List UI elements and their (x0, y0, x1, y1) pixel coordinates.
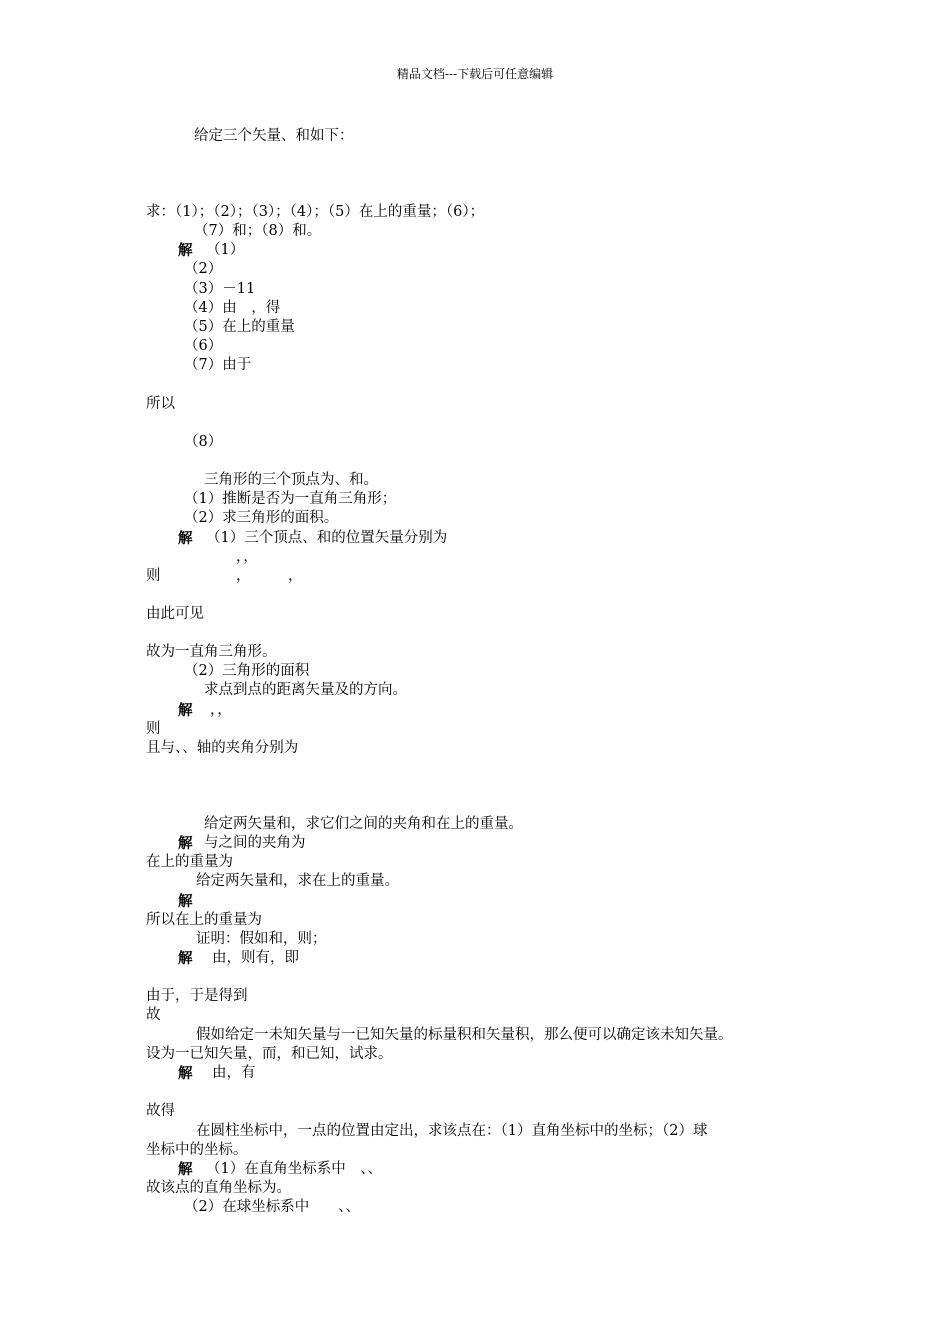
text-line: ，， (210, 702, 232, 718)
text-line: 证明：假如和，则； (196, 931, 327, 947)
text-line: ， (236, 568, 251, 584)
text-line: 坐标中的坐标。 (146, 1142, 248, 1158)
text-line: 三角形的三个顶点为、和。 (204, 472, 378, 488)
solution-label: 解 (178, 242, 193, 259)
text-line: 且与、、轴的夹角分别为 (146, 740, 299, 756)
text-line: （7）和；（8）和。 (194, 223, 322, 239)
text-line: 假如给定一未知矢量与一已知矢量的标量积和矢量积，那么便可以确定该未知矢量。 (196, 1027, 733, 1043)
text-line: 在上的重量为 (146, 854, 233, 870)
text-line: （3）－11 (184, 281, 256, 297)
text-line: 由于，于是得到 (146, 988, 248, 1004)
solution-label: 解 (178, 1065, 193, 1082)
text-line: （1）推断是否为一直角三角形； (184, 491, 397, 507)
text-line: （4）由 ，得 (184, 300, 281, 316)
page-header: 精品文档---下载后可任意编辑 (396, 67, 554, 81)
solution-label: 解 (178, 530, 193, 547)
solution-label: 解 (178, 950, 193, 967)
text-line: 与之间的夹角为 (204, 835, 306, 851)
text-line: 所以在上的重量为 (146, 912, 262, 928)
text-line: 求：（1）；（2）；（3）；（4）；（5）在上的重量；（6）； (146, 204, 485, 220)
solution-label: 解 (178, 835, 193, 852)
text-line: ，， (236, 549, 258, 565)
text-line: 由此可见 (146, 606, 204, 622)
text-line: （1） (206, 242, 245, 258)
text-line: 给定两矢量和，求它们之间的夹角和在上的重量。 (204, 816, 523, 832)
text-line: （2） (184, 261, 223, 277)
text-line: 求点到点的距离矢量及的方向。 (204, 682, 407, 698)
text-line: 故得 (146, 1103, 175, 1119)
text-line: 故该点的直角坐标为。 (146, 1180, 291, 1196)
text-line: ， (288, 568, 303, 584)
text-line: （5）在上的重量 (184, 319, 295, 335)
solution-label: 解 (178, 893, 193, 910)
solution-label: 解 (178, 702, 193, 719)
text-line: 则 (146, 721, 161, 737)
text-line: 给定三个矢量、和如下： (194, 128, 354, 144)
text-line: （1）三个顶点、和的位置矢量分别为 (206, 530, 448, 546)
text-line: 在圆柱坐标中，一点的位置由定出，求该点在：（1）直角坐标中的坐标；（2）球 (196, 1123, 708, 1139)
text-line: （6） (184, 338, 223, 354)
text-line: 则 (146, 568, 161, 584)
text-line: 给定两矢量和，求在上的重量。 (196, 873, 399, 889)
text-line: （8） (184, 434, 223, 450)
solution-label: 解 (178, 1161, 193, 1178)
text-line: 由，有 (212, 1065, 256, 1081)
text-line: 故 (146, 1007, 161, 1023)
text-line: 所以 (146, 396, 175, 412)
text-line: （1）在直角坐标系中 、、 (206, 1161, 382, 1177)
text-line: 设为一已知矢量，而，和已知，试求。 (146, 1046, 393, 1062)
text-line: 故为一直角三角形。 (146, 644, 277, 660)
text-line: （2）在球坐标系中 、、 (184, 1199, 360, 1215)
text-line: 由，则有，即 (212, 950, 299, 966)
text-line: （7）由于 (184, 357, 252, 373)
text-line: （2）求三角形的面积。 (184, 510, 339, 526)
text-line: （2）三角形的面积 (184, 663, 310, 679)
